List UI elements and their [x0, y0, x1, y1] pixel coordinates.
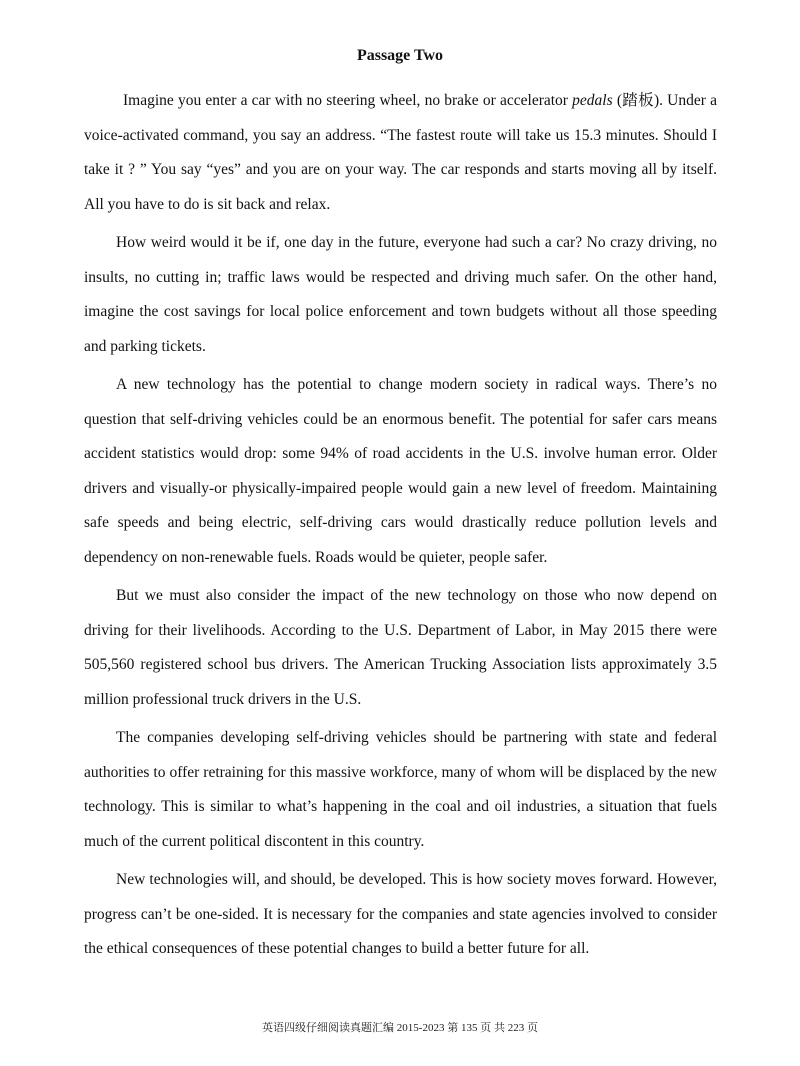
paragraph-3: A new technology has the potential to change modern society in radical ways. There’s no question that self-driving vehicles could be an enormous benefit. The potential for safer cars means accident statistics would drop: some 94% of road accidents in the U.S. involve human error. Older drivers and visually-or physically-impaired people would gain a new level of freedom. Maintaining safe speeds and being electric, self-driving cars would drastically reduce pollution levels and dependency on non-renewable fuels. Roads would be quieter, people safer. — [84, 376, 717, 566]
italic-term-pedals: pedals — [572, 92, 613, 109]
page-footer: 英语四级仔细阅读真题汇编 2015-2023 第 135 页 共 223 页 — [262, 1022, 538, 1034]
paragraph-1-text-start: Imagine you enter a car with no steering wheel, no brake or accelerator — [123, 92, 573, 109]
passage-body — [84, 84, 717, 971]
paragraph-1-text-end: (踏板). Under a voice-activated command, you say an address. “The fastest route will take us 15.3 minutes. Should I take it ? ” You say “yes” and you are on your way. The car responds and starts moving all by itself. All you have to do is sit back and relax. — [84, 92, 717, 213]
paragraph-6: New technologies will, and should, be developed. This is how society moves forward. However, progress can’t be one-sided. It is necessary for the companies and state agencies involved to consider the ethical consequences of these potential changes to build a better future for all. — [84, 871, 717, 957]
paragraph-1 — [84, 84, 717, 222]
passage-title: Passage Two — [356, 47, 444, 64]
paragraph-4: But we must also consider the impact of the new technology on those who now depend on driving for their livelihoods. According to the U.S. Department of Labor, in May 2015 there were 505,560 registered school bus drivers. The American Trucking Association lists approximately 3.5 million professional truck drivers in the U.S. — [84, 587, 717, 708]
paragraph-2: How weird would it be if, one day in the future, everyone had such a car? No crazy driving, no insults, no cutting in; traffic laws would be respected and driving much safer. On the other hand, imagine the cost savings for local police enforcement and town budgets without all those speeding and parking tickets. — [84, 234, 717, 355]
paragraph-5: The companies developing self-driving vehicles should be partnering with state and federal authorities to offer retraining for this massive workforce, many of whom will be displaced by the new technology. This is similar to what’s happening in the coal and oil industries, a situation that fuels much of the current political discontent in this country. — [84, 729, 717, 850]
